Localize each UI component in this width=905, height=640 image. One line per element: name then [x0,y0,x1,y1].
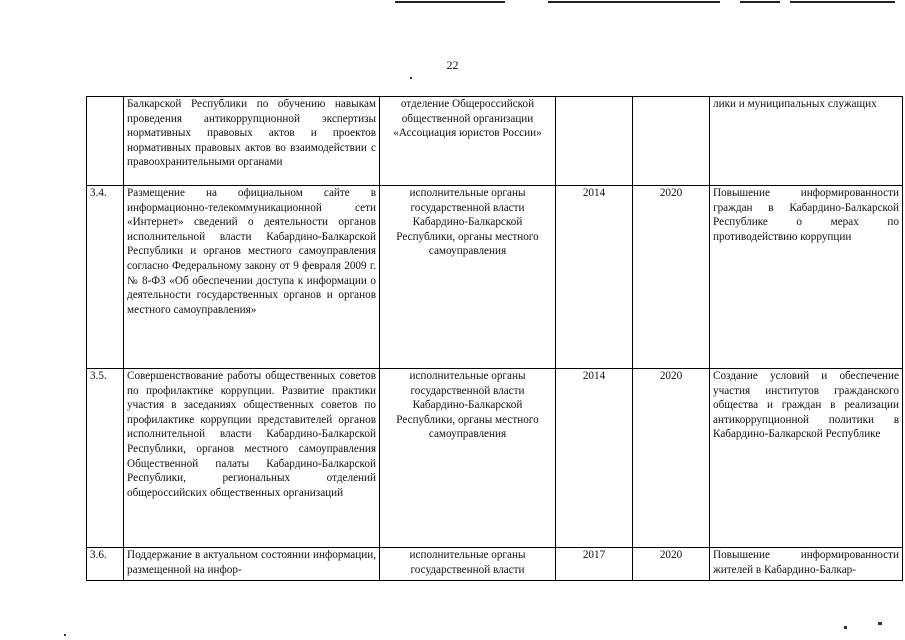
start-year: 2014 [556,369,633,548]
row-number: 3.6. [87,548,124,581]
executor-text: исполнительные органы государственной власти [380,548,556,581]
scan-artifact-line [395,1,505,3]
end-year: 2020 [633,369,710,548]
start-year: 2014 [556,186,633,369]
row-number: 3.4. [87,186,124,369]
result-text: лики и муниципальных служащих [710,97,903,186]
scan-speck [410,77,412,79]
row-number [87,97,124,186]
scan-speck [64,634,66,636]
executor-text: исполнительные органы государственной власти Кабардино-Балкарской Республики, органы местного самоуправления [380,186,556,369]
result-text: Повышение информированности жителей в Кабардино-Балкар- [710,548,903,581]
scan-speck [878,622,882,625]
scan-speck [844,626,847,629]
end-year [633,97,710,186]
row-number: 3.5. [87,369,124,548]
end-year: 2020 [633,186,710,369]
start-year: 2017 [556,548,633,581]
table-row [87,97,903,186]
event-text: Поддержание в актуальном состоянии информации, размещенной на инфор- [124,548,380,581]
table-row [87,369,903,548]
measures-table [86,96,903,581]
scan-artifact-line [548,1,720,3]
result-text: Повышение информированности граждан в Кабардино-Балкарской Республике о мерах по противодействию коррупции [710,186,903,369]
result-text: Создание условий и обеспечение участия институтов гражданского общества и граждан в реализации антикоррупционной политики в Кабардино-Балкарской Республике [710,369,903,548]
event-text: Размещение на официальном сайте в информационно-телекоммуникационной сети «Интернет» сведений о деятельности органов исполнительной власти Кабардино-Балкарской Республики и органов местного самоуправления согласно Федеральному закону от 9 февраля 2009 г. № 8-ФЗ «Об обеспечении доступа к информации о деятельности государственных органов и органов местного самоуправления» [124,186,380,369]
event-text: Балкарской Республики по обучению навыкам проведения антикоррупционной экспертизы нормативных правовых актов и проектов нормативных правовых актов во взаимодействии с правоохранительными органами [124,97,380,186]
executor-text: отделение Общероссийской общественной организации «Ассоциация юристов России» [380,97,556,186]
executor-text: исполнительные органы государственной власти Кабардино-Балкарской Республики, органы местного самоуправления [380,369,556,548]
scan-artifact-line [790,1,895,3]
event-text: Совершенствование работы общественных советов по профилактике коррупции. Развитие практики участия в заседаниях общественных советов по профилактике коррупции представителей органов исполнительной власти Кабардино-Балкарской Республики, органов местного самоуправления Общественной палаты Кабардино-Балкарской Республики, региональных отделений общероссийских общественных организаций [124,369,380,548]
table-row [87,548,903,581]
table-row [87,186,903,369]
scan-artifact-line [740,1,780,3]
start-year [556,97,633,186]
page-number: 22 [446,58,459,72]
end-year: 2020 [633,548,710,581]
